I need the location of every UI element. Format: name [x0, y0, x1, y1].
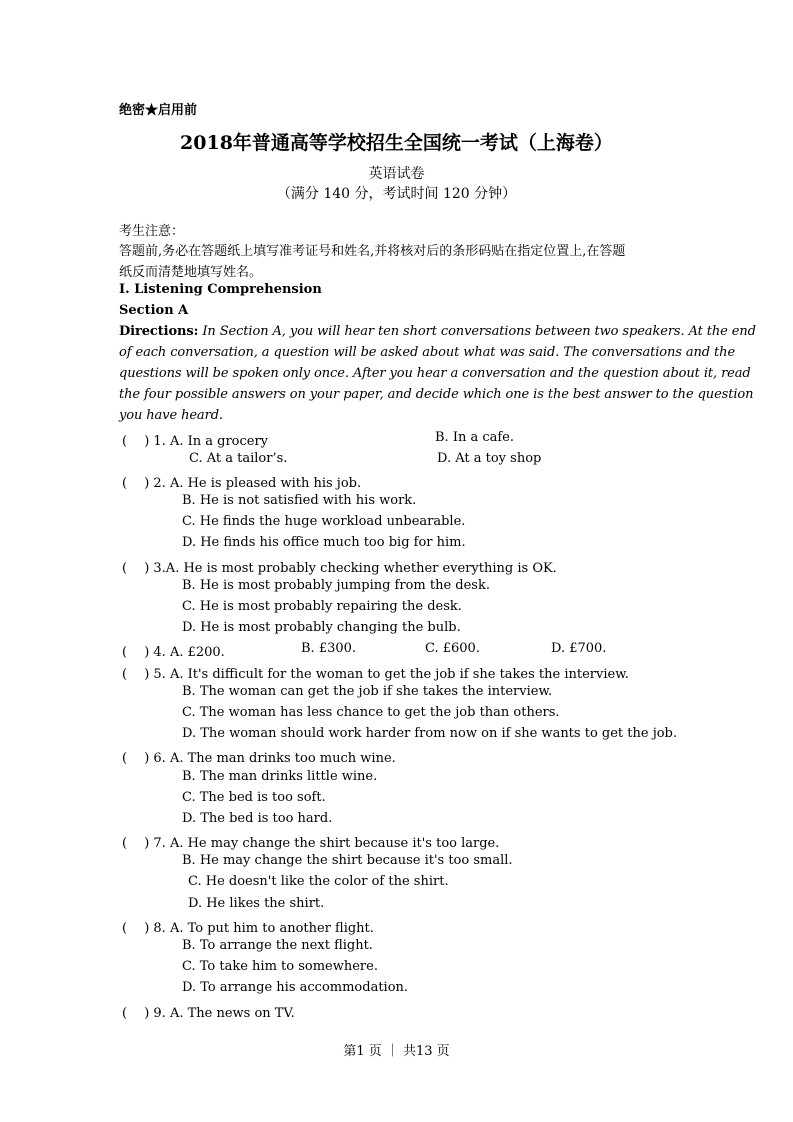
answer-option: B. He is most probably jumping from the desk.: [182, 578, 490, 593]
directions-line: the four possible answers on your paper, and decide which one is the best answer to the question: [119, 387, 754, 402]
question-stem: ( ) 5. A. It's difficult for the woman to get the job if she takes the interview.: [122, 667, 629, 682]
question-stem: ( ) 9. A. The news on TV.: [122, 1006, 295, 1021]
part-title: I. Listening Comprehension: [119, 282, 322, 297]
question-stem: ( ) 2. A. He is pleased with his job.: [122, 476, 362, 491]
answer-option: D. The woman should work harder from now on if she wants to get the job.: [182, 726, 678, 741]
answer-option: D. To arrange his accommodation.: [182, 980, 409, 995]
answer-option: C. He is most probably repairing the desk.: [182, 599, 462, 614]
answer-option: C. The bed is too soft.: [182, 790, 326, 805]
directions-line: [119, 324, 756, 339]
answer-option: D. He likes the shirt.: [188, 896, 325, 911]
answer-option: C. At a tailor’s.: [189, 451, 288, 466]
answer-option: B. He may change the shirt because it's too small.: [182, 853, 513, 868]
notice-line: 答题前,务必在答题纸上填写准考证号和姓名,并将核对后的条形码贴在指定位置上,在答题: [119, 244, 626, 259]
answer-option: D. At a toy shop: [437, 451, 542, 466]
question-stem: ( ) 6. A. The man drinks too much wine.: [122, 751, 396, 766]
page-subtitle: 英语试卷: [368, 166, 425, 182]
answer-option: B. To arrange the next flight.: [182, 938, 373, 953]
directions-label: Directions:: [119, 324, 199, 339]
answer-option: D. He finds his office much too big for him.: [182, 535, 466, 550]
directions-line: questions will be spoken only once. After you hear a conversation and the question about it, read: [119, 366, 751, 381]
page-footer: 第1 页 ｜ 共13 页: [343, 1044, 450, 1059]
answer-option: C. He doesn't like the color of the shirt.: [188, 874, 449, 889]
question-stem: ( ) 1. A. In a grocery: [122, 434, 269, 449]
answer-option: C. £600.: [425, 641, 480, 656]
question-stem: ( ) 3.A. He is most probably checking whether everything is OK.: [122, 561, 557, 576]
directions-line: of each conversation, a question will be asked about what was said. The conversations and the: [119, 345, 736, 360]
answer-option: C. The woman has less chance to get the job than others.: [182, 705, 560, 720]
answer-option: C. He finds the huge workload unbearable.: [182, 514, 466, 529]
answer-option: B. In a cafe.: [435, 430, 515, 445]
answer-option: D. £700.: [551, 641, 607, 656]
answer-option: B. The man drinks little wine.: [182, 769, 378, 784]
section-title: Section A: [119, 303, 189, 318]
score-time-note: （满分 140 分，考试时间 120 分钟）: [276, 186, 517, 202]
answer-option: B. He is not satisfied with his work.: [182, 493, 417, 508]
question-stem: ( ) 7. A. He may change the shirt because it's too large.: [122, 836, 500, 851]
answer-option: D. He is most probably changing the bulb.: [182, 620, 461, 635]
notice-heading: 考生注意：: [119, 224, 185, 239]
question-stem: ( ) 8. A. To put him to another flight.: [122, 921, 374, 936]
answer-option: D. The bed is too hard.: [182, 811, 333, 826]
answer-option: C. To take him to somewhere.: [182, 959, 378, 974]
answer-option: B. The woman can get the job if she takes the interview.: [182, 684, 553, 699]
page-title: 2018年普通高等学校招生全国统一考试（上海卷）: [180, 132, 613, 154]
directions-line: you have heard.: [119, 408, 223, 423]
answer-option: B. £300.: [301, 641, 357, 656]
secret-label: 绝密★启用前: [119, 103, 198, 118]
directions-text: In Section A, you will hear ten short conversations between two speakers. At the end: [198, 324, 756, 339]
question-stem: ( ) 4. A. £200.: [122, 645, 225, 660]
notice-line: 纸反而清楚地填写姓名。: [119, 265, 263, 280]
